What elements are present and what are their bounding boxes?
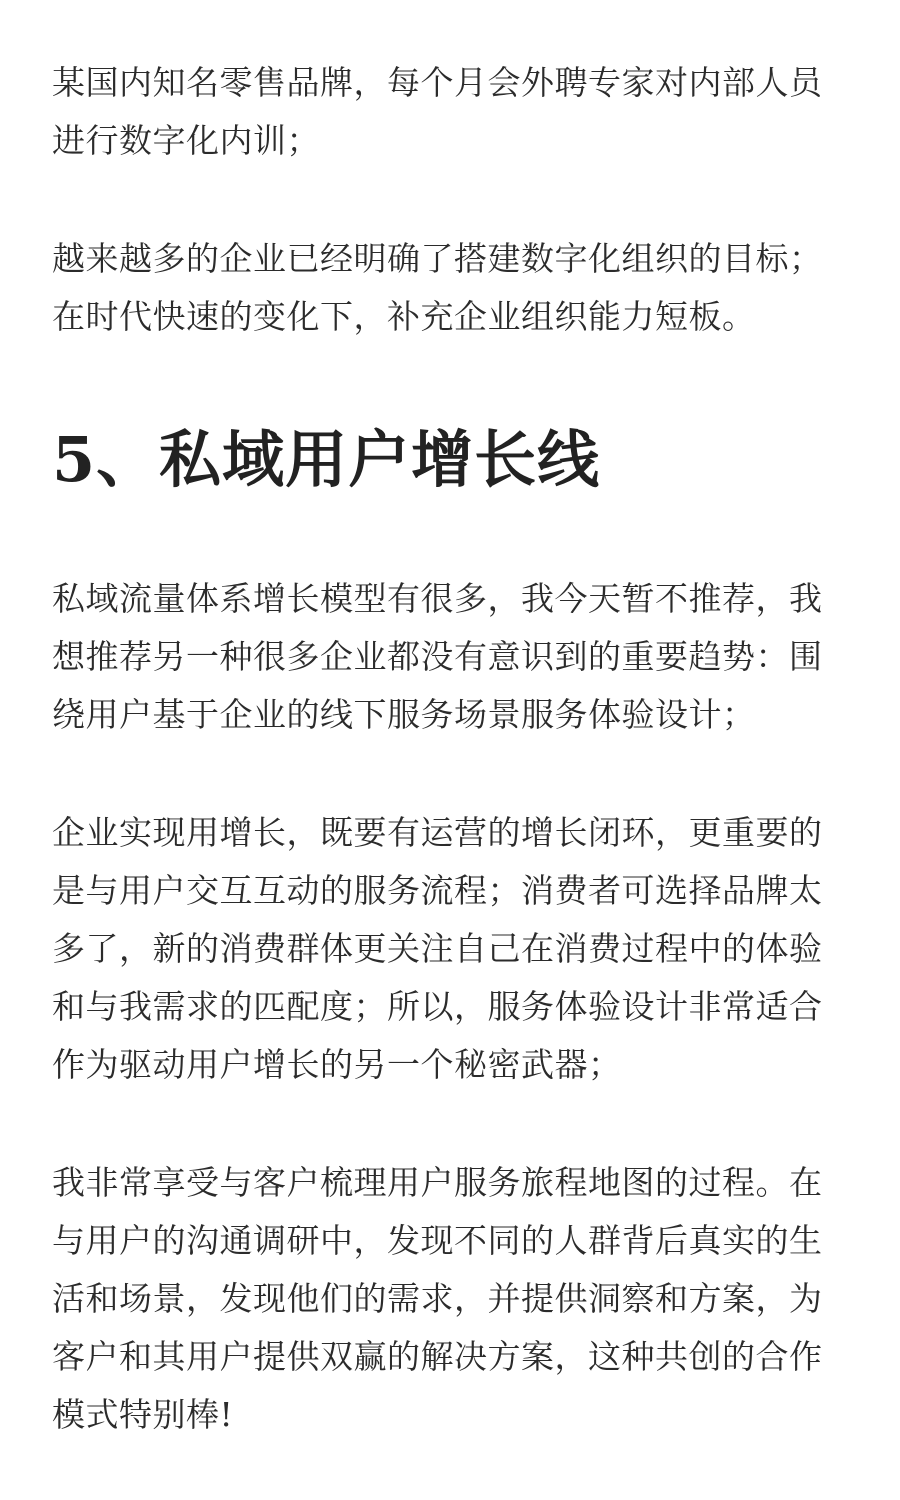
- paragraph-digital-organization: 越来越多的企业已经明确了搭建数字化组织的目标；在时代快速的变化下，补充企业组织能力短板。: [52, 239, 823, 336]
- paragraph-user-growth: 企业实现用增长，既要有运营的增长闭环，更重要的是与用户交互互动的服务流程；消费者可选择品牌太多了，新的消费群体更关注自己在消费过程中的体验和与我需求的匹配度；所以，服务体验设计非常适合作为驱动用户增长的另一个秘密武器；: [52, 813, 823, 1084]
- article-body: [52, 54, 848, 1444]
- paragraph-private-traffic: 私域流量体系增长模型有很多，我今天暂不推荐，我想推荐另一种很多企业都没有意识到的重要趋势：围绕用户基于企业的线下服务场景服务体验设计；: [52, 579, 823, 734]
- paragraph-retail-training: 某国内知名零售品牌，每个月会外聘专家对内部人员进行数字化内训；: [52, 63, 823, 160]
- section-heading: 5、私域用户增长线: [52, 423, 601, 496]
- paragraph-service-journey: 我非常享受与客户梳理用户服务旅程地图的过程。在与用户的沟通调研中，发现不同的人群背后真实的生活和场景，发现他们的需求，并提供洞察和方案，为客户和其用户提供双赢的解决方案，这种共创的合作模式特别棒!: [52, 1163, 823, 1434]
